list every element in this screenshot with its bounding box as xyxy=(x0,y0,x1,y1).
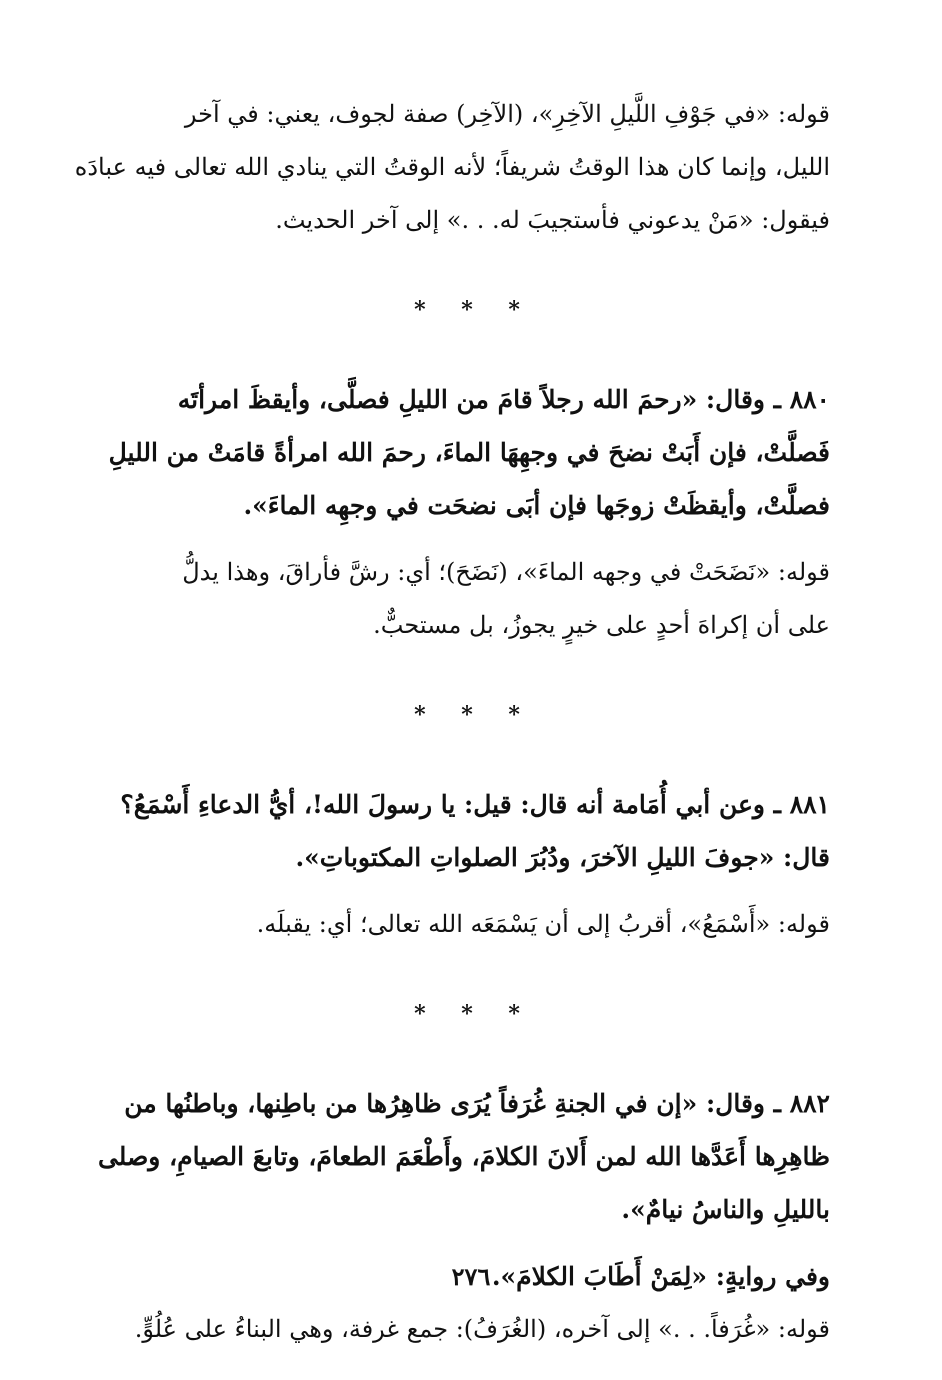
text-line: ٨٨١ ـ وعن أبي أُمَامة أنه قال: قيل: يا رسولَ الله!، أيُّ الدعاءِ أَسْمَعُ؟ xyxy=(120,790,830,819)
text-line: ظاهِرِها أَعَدَّها الله لمن أَلانَ الكلامَ، وأَطْعَمَ الطعامَ، وتابعَ الصيامِ، وصلى xyxy=(97,1142,830,1171)
text-line: فيقول: «مَنْ يدعوني فأستجيبَ له. . .» إلى آخر الحديث. xyxy=(275,206,830,234)
text-line: قوله: «غُرَفاً. . .» إلى آخره، (الغُرَفُ): جمع غرفة، وهي البناءُ على عُلُوٍّ. xyxy=(134,1315,830,1343)
page-body xyxy=(74,88,830,1356)
commentary-880 xyxy=(118,546,830,652)
text-line: ٨٨٢ ـ وقال: «إن في الجنةِ غُرَفاً يُرَى ظاهِرُها من باطِنها، وباطنُها من xyxy=(124,1089,830,1118)
commentary-881 xyxy=(118,898,830,951)
commentary-paragraph-1 xyxy=(74,88,830,247)
text-line: على أن إكراهَ أحدٍ على خيرٍ يجوزُ، بل مستحبٌّ. xyxy=(373,611,830,639)
text-line: قوله: «في جَوْفِ اللَّيلِ الآخِرِ»، (الآخِر) صفة لجوف، يعني: في آخر xyxy=(184,100,830,128)
commentary-882 xyxy=(118,1303,830,1356)
hadith-882 xyxy=(97,1077,830,1236)
text-line: بالليلِ والناسُ نيامٌ». xyxy=(621,1195,830,1224)
text-line: فصلَّتْ، وأيقظَتْ زوجَها فإن أبَى نضحَت في وجهِه الماءَ». xyxy=(243,491,830,520)
section-divider-3: * * * xyxy=(414,1001,534,1027)
hadith-880 xyxy=(108,373,830,532)
text-line: الليل، وإنما كان هذا الوقتُ شريفاً؛ لأنه الوقتُ التي ينادي الله تعالى فيه عبادَه xyxy=(74,153,830,181)
text-line: ٨٨٠ ـ وقال: «رحمَ الله رجلاً قامَ من الليلِ فصلَّى، وأيقظَ امرأتَه xyxy=(177,385,830,414)
page-number: ٢٧٦ xyxy=(451,1262,491,1291)
text-line: وفي روايةٍ: «لِمَنْ أَطَابَ الكلامَ». xyxy=(491,1262,830,1291)
text-line: فَصلَّتْ، فإن أَبَتْ نضحَ في وجهِهَا الماءَ، رحمَ الله امرأةً قامَتْ من الليلِ xyxy=(108,438,830,467)
section-divider-2: * * * xyxy=(414,702,534,728)
hadith-881 xyxy=(118,778,830,884)
text-line: قوله: «نَضَحَتْ في وجهه الماءَ»، (نَضَحَ)؛ أي: رشَّ فأراقَ، وهذا يدلُّ xyxy=(182,558,830,586)
section-divider-1: * * * xyxy=(414,297,534,323)
text-line: قوله: «أَسْمَعُ»، أقربُ إلى أن يَسْمَعَه الله تعالى؛ أي: يقبلَه. xyxy=(256,910,830,938)
text-line: قال: «جوفَ الليلِ الآخرَ، ودُبُرَ الصلواتِ المكتوباتِ». xyxy=(295,843,830,872)
